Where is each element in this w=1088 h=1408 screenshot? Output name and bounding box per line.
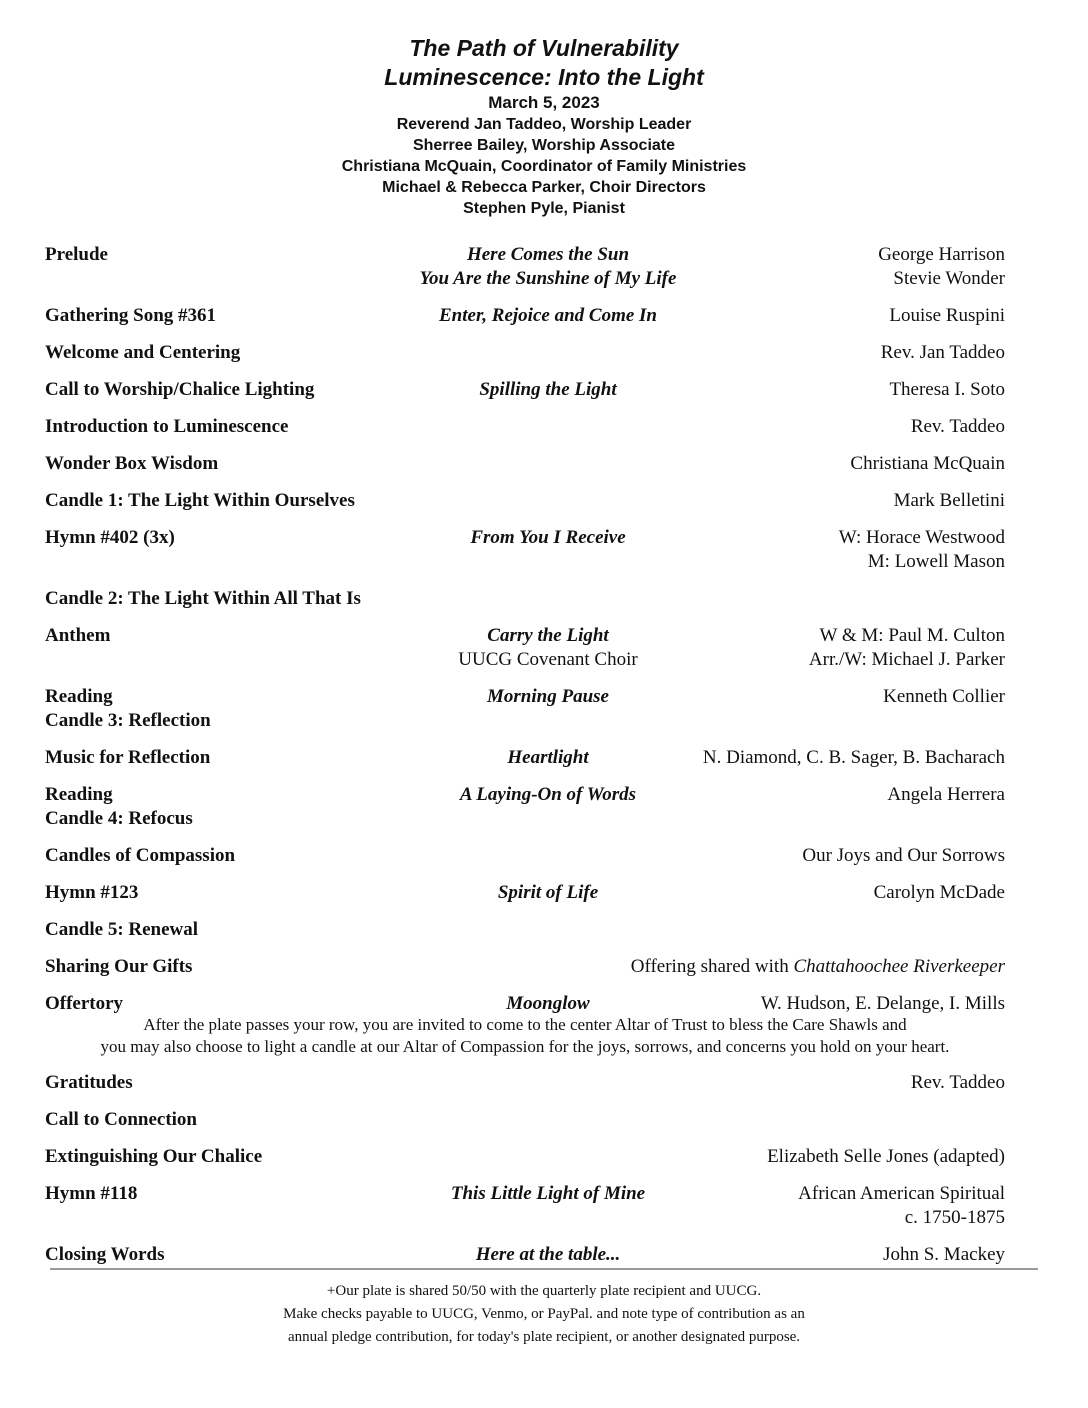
item-label: Prelude [45,244,108,265]
item-author [802,844,1005,868]
item-author [761,992,1005,1016]
item-author [798,1182,1005,1206]
item-author [911,415,1005,439]
item-author-text: Rev. Taddeo [910,416,1005,437]
item-author [883,685,1005,709]
footer-divider [50,1268,1038,1270]
item-author [820,624,1005,648]
item-author-text: Louise Ruspini [889,305,1005,326]
item-label: Call to Connection [45,1109,197,1130]
item-label: Candle 3: Reflection [45,710,211,731]
program-item [45,844,1005,868]
item-label: Music for Reflection [45,747,211,768]
item-author-text: W: Horace Westwood [838,527,1005,548]
item-title: Carry the Light [487,625,609,646]
item-author [889,304,1005,328]
item-label: Offertory [45,993,124,1014]
item-title: Morning Pause [487,686,609,707]
staff-line: Stephen Pyle, Pianist [463,200,625,217]
item-author [878,243,1005,267]
staff-line: Christiana McQuain, Coordinator of Family Ministries [341,158,747,175]
item-title: Moonglow [506,993,590,1014]
item-author [850,452,1005,476]
item-author [881,341,1005,365]
program-item [45,1108,1005,1132]
series-title: The Path of Vulnerability [409,35,679,61]
item-label: Candle 5: Renewal [45,919,199,940]
item-author [874,881,1005,905]
item-author-organization: Chattahoochee Riverkeeper [793,956,1005,977]
program-item [45,1145,1005,1169]
footer-notes [0,1280,1088,1349]
item-author [631,955,1005,979]
item-title: Spirit of Life [497,882,599,903]
program-item [45,415,1005,439]
program-item [45,955,1005,979]
item-author: M: Lowell Mason [867,551,1005,572]
program-item [45,992,1005,1058]
program-item [45,1071,1005,1095]
item-label: Wonder Box Wisdom [45,453,219,474]
item-author-text: Elizabeth Selle Jones (adapted) [767,1146,1005,1167]
item-author-text: Christiana McQuain [850,453,1005,474]
item-title: Here at the table... [475,1244,621,1265]
item-label: Gathering Song #361 [45,305,217,326]
item-title: UUCG Covenant Choir [458,649,638,670]
item-author-text: Angela Herrera [887,784,1005,805]
service-date: March 5, 2023 [488,93,600,112]
program-item [45,783,1005,831]
item-label: Anthem [45,625,111,646]
item-author [839,526,1005,550]
offertory-note [45,1014,1005,1058]
item-author-text: Rev. Jan Taddeo [880,342,1005,363]
program-item [45,243,1005,291]
staff-line: Michael & Rebecca Parker, Choir Directors [382,179,706,196]
item-label: Hymn #402 (3x) [45,527,175,548]
item-label: Candles of Compassion [45,845,236,866]
program-item [45,1243,1005,1267]
item-author-text: Carolyn McDade [873,882,1005,903]
program-item [45,452,1005,476]
item-author-text: Kenneth Collier [883,686,1005,707]
program-item [45,685,1005,733]
item-author-text: Our Joys and Our Sorrows [802,845,1005,866]
item-label: Reading [45,784,113,805]
item-label: Candle 4: Refocus [45,808,193,829]
program-item [45,746,1005,770]
item-title: This Little Light of Mine [450,1183,646,1204]
note-line: After the plate passes your row, you are invited to come to the center Altar of Trust to bless the Care Shawls and [143,1015,907,1034]
program-item [45,587,1005,611]
program-item [45,918,1005,942]
item-label: Closing Words [45,1244,165,1265]
item-author-text: W. Hudson, E. Delange, I. Mills [760,993,1005,1014]
item-author-text: African American Spiritual [798,1183,1005,1204]
item-title: Spilling the Light [479,379,617,400]
item-title: A Laying-On of Words [459,784,637,805]
order-of-service [45,243,1005,1280]
item-author-text: W & M: Paul M. Culton [819,625,1005,646]
program-item [45,304,1005,328]
program-item [45,1182,1005,1230]
item-author [883,1243,1005,1267]
item-author-text: N. Diamond, C. B. Sager, B. Bacharach [702,747,1005,768]
footer-line: Make checks payable to UUCG, Venmo, or PayPal. and note type of contribution as an [283,1306,805,1322]
item-label: Hymn #118 [45,1183,138,1204]
item-author [703,746,1005,770]
item-author-text: Mark Belletini [893,490,1005,511]
program-item [45,624,1005,672]
item-label: Sharing Our Gifts [45,956,193,977]
item-label: Welcome and Centering [45,342,241,363]
item-author: Stevie Wonder [893,268,1005,289]
item-author [911,1071,1005,1095]
item-label: Gratitudes [45,1072,133,1093]
item-label: Reading [45,686,113,707]
service-title: Luminescence: Into the Light [384,64,704,90]
item-title: Enter, Rejoice and Come In [439,305,657,326]
item-label: Candle 2: The Light Within All That Is [45,588,361,609]
item-author: Arr./W: Michael J. Parker [808,649,1005,670]
item-label: Hymn #123 [45,882,139,903]
item-author-text: John S. Mackey [883,1244,1005,1265]
item-label: Candle 1: The Light Within Ourselves [45,490,355,511]
item-author [889,378,1005,402]
bulletin-header [0,34,1088,219]
item-author: c. 1750-1875 [904,1207,1005,1228]
program-item [45,881,1005,905]
item-author [894,489,1005,513]
footer-line: annual pledge contribution, for today's plate recipient, or another designated purpose. [287,1329,801,1345]
item-title: From You I Receive [470,527,626,548]
note-line: you may also choose to light a candle at our Altar of Compassion for the joys, sorrows, and concerns you hold on your heart. [100,1037,950,1056]
item-label: Introduction to Luminescence [45,416,289,437]
footer-line: +Our plate is shared 50/50 with the quarterly plate recipient and UUCG. [326,1283,762,1299]
program-item [45,341,1005,365]
item-label: Call to Worship/Chalice Lighting [45,379,315,400]
item-title: Heartlight [507,747,589,768]
item-author-text: Theresa I. Soto [889,379,1005,400]
item-author [887,783,1005,807]
program-item [45,489,1005,513]
item-author-text: George Harrison [878,244,1005,265]
item-title: You Are the Sunshine of My Life [419,268,677,289]
program-item [45,378,1005,402]
program-item [45,526,1005,574]
item-label: Extinguishing Our Chalice [45,1146,263,1167]
item-title: Here Comes the Sun [466,244,630,265]
staff-line: Reverend Jan Taddeo, Worship Leader [396,116,692,133]
item-author-text: Rev. Taddeo [910,1072,1005,1093]
item-author [767,1145,1005,1169]
item-author-text: Offering shared with [630,956,794,977]
staff-line: Sherree Bailey, Worship Associate [412,137,676,154]
